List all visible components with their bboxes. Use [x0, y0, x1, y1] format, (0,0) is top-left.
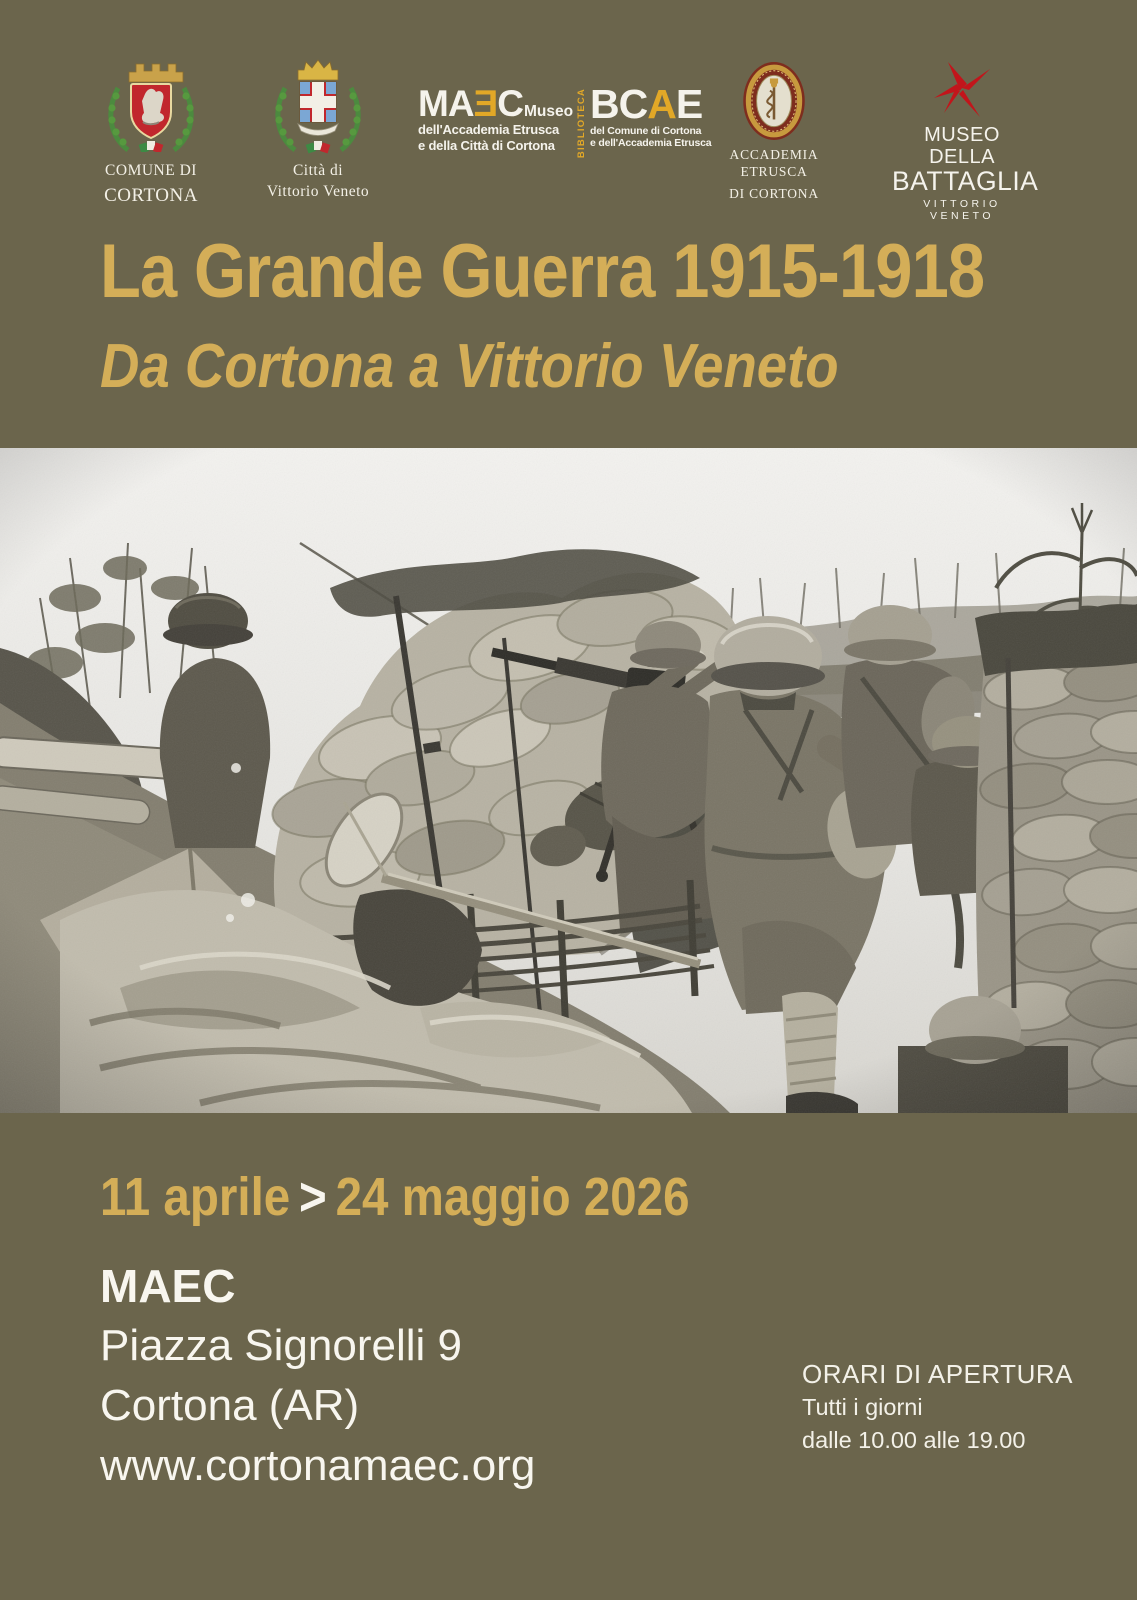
cortona-label-line1: COMUNE DI: [105, 162, 197, 179]
accademia-label-line2: DI CORTONA: [729, 185, 819, 201]
venue-block: [100, 1256, 535, 1496]
battaglia-label-line2: BATTAGLIA: [892, 166, 1039, 196]
vittorio-veneto-label-line1: Città di: [292, 162, 344, 179]
venue-address: Piazza Signorelli 9: [100, 1321, 462, 1370]
hours-days: Tutti i giorni: [802, 1394, 923, 1420]
hours-time: dalle 10.00 alle 19.00: [802, 1427, 1026, 1453]
venue-name: MAEC: [100, 1260, 236, 1312]
vittorio-veneto-crest-icon: [258, 52, 378, 154]
maec-subtitle-line1: dell'Accademia Etrusca: [418, 122, 560, 138]
logo-museo-della-battaglia: [892, 60, 1039, 222]
venue-website-link[interactable]: www.cortonamaec.org: [100, 1441, 536, 1490]
battaglia-star-icon: [926, 60, 998, 118]
exhibition-title: La Grande Guerra 1915-1918: [100, 229, 985, 314]
exhibition-dates: [100, 1168, 770, 1227]
venue-city: Cortona (AR): [100, 1381, 360, 1430]
exhibition-subtitle: Da Cortona a Vittorio Veneto: [100, 332, 839, 401]
maec-museo-label: Museo: [523, 103, 574, 120]
cortona-label-line2: CORTONA: [104, 185, 198, 207]
logo-maec: [418, 83, 574, 153]
logo-comune-di-cortona: [92, 52, 210, 208]
opening-hours-block: [802, 1358, 1073, 1457]
maec-subtitle-line2: e della Città di Cortona: [418, 137, 555, 153]
trench-photo: [0, 448, 1137, 1113]
bcae-gold-a: A: [647, 81, 676, 127]
bcae-subtitle-line1: del Comune di Cortona: [590, 124, 702, 137]
vittorio-veneto-label-line2: Vittorio Veneto: [266, 183, 370, 201]
bcae-subtitle-line2: e dell'Accademia Etrusca: [590, 137, 712, 150]
battaglia-label-line1: MUSEO DELLA: [924, 124, 1000, 168]
logo-bcae: [576, 81, 712, 159]
accademia-label-line1: ACCADEMIA ETRUSCA: [729, 147, 819, 179]
hours-heading: ORARI DI APERTURA: [802, 1359, 1073, 1389]
maec-reversed-e: Ǝ: [473, 83, 498, 124]
date-arrow: >: [299, 1167, 327, 1227]
logo-citta-di-vittorio-veneto: [258, 52, 378, 202]
bcae-biblioteca-vertical-label: BIBLIOTECA: [576, 88, 587, 159]
logo-accademia-etrusca: [706, 60, 842, 203]
cortona-crest-icon: [92, 52, 210, 152]
accademia-seal-icon: [741, 60, 807, 142]
date-start: 11 aprile: [100, 1167, 291, 1227]
battaglia-label-line3: VITTORIO VENETO: [923, 198, 1001, 222]
bcae-wordmark: BCAE: [590, 81, 703, 127]
maec-wordmark: MAƎCMuseo: [418, 83, 574, 124]
date-end: 24 maggio 2026: [335, 1167, 690, 1227]
